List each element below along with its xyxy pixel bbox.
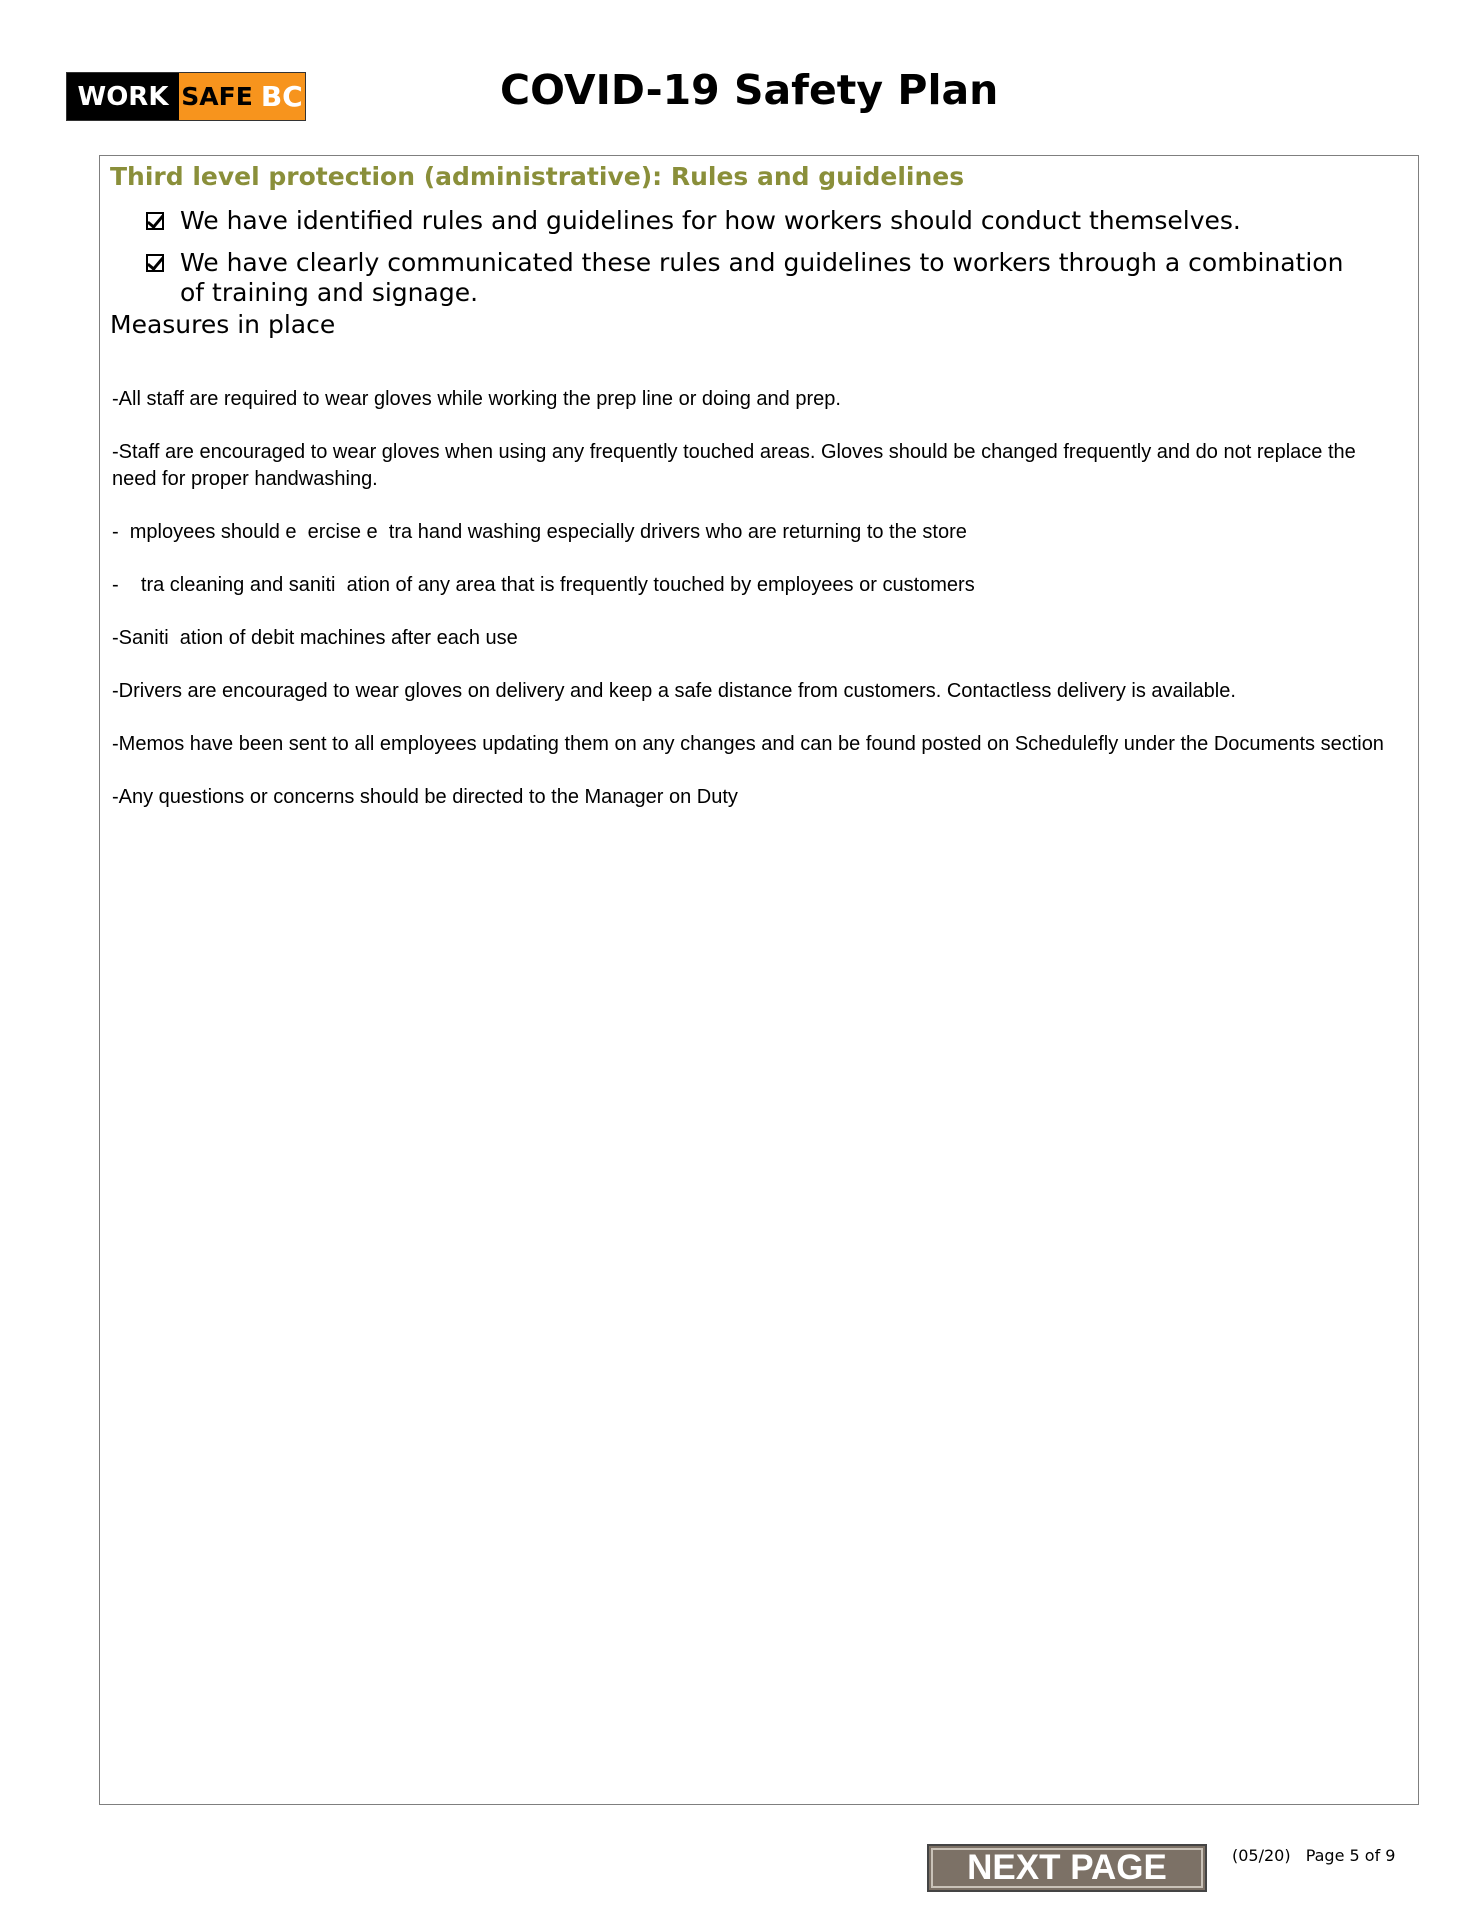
logo-work-block [67, 73, 179, 120]
checklist-item [146, 248, 1360, 308]
measures-label: Measures in place [110, 310, 336, 339]
section-heading: Third level protection (administrative): Rules and guidelines [110, 162, 965, 191]
measure-item: - mployees should e ercise e tra hand washing especially drivers who are returning to the store [112, 521, 967, 543]
checklist-item-text: We have clearly communicated these rules and guidelines to workers through a combination of training and signage. [180, 248, 1344, 307]
checkbox-checked-icon[interactable] [146, 212, 164, 230]
worksafebc-logo [66, 72, 306, 121]
checklist-item [146, 206, 1360, 236]
measure-item: -Staff are encouraged to wear gloves when using any frequently touched areas. Gloves should be changed frequently and do not replace the need for proper handwashing. [112, 441, 1362, 490]
measure-item: -All staff are required to wear gloves while working the prep line or doing and prep. [112, 388, 841, 410]
page-footer [1232, 1846, 1395, 1865]
logo-safe-text: SAFE [181, 82, 253, 111]
logo-work-text: WORK [77, 81, 169, 112]
page-number: Page 5 of 9 [1305, 1846, 1396, 1865]
measures-text-field[interactable] [112, 386, 1402, 837]
page-title: COVID-19 Safety Plan [500, 66, 999, 114]
measure-item: -Any questions or concerns should be directed to the Manager on Duty [112, 786, 738, 808]
measure-item: -Saniti ation of debit machines after each use [112, 627, 518, 649]
measure-item: -Drivers are encouraged to wear gloves on delivery and keep a safe distance from customers. Contactless delivery is available. [112, 680, 1236, 702]
checkbox-checked-icon[interactable] [146, 254, 164, 272]
measure-item: -Memos have been sent to all employees updating them on any changes and can be found posted on Schedulefly under the Documents section [112, 733, 1384, 755]
form-version-code: (05/20) [1232, 1846, 1291, 1865]
checklist-item-text: We have identified rules and guidelines for how workers should conduct themselves. [180, 206, 1241, 235]
next-page-button[interactable]: NEXT PAGE [927, 1844, 1207, 1892]
logo-safebc-block [179, 73, 305, 120]
rules-guidelines-section [99, 155, 1419, 1805]
measure-item: - tra cleaning and saniti ation of any area that is frequently touched by employees or customers [112, 574, 975, 596]
logo-bc-text: BC [260, 80, 303, 113]
